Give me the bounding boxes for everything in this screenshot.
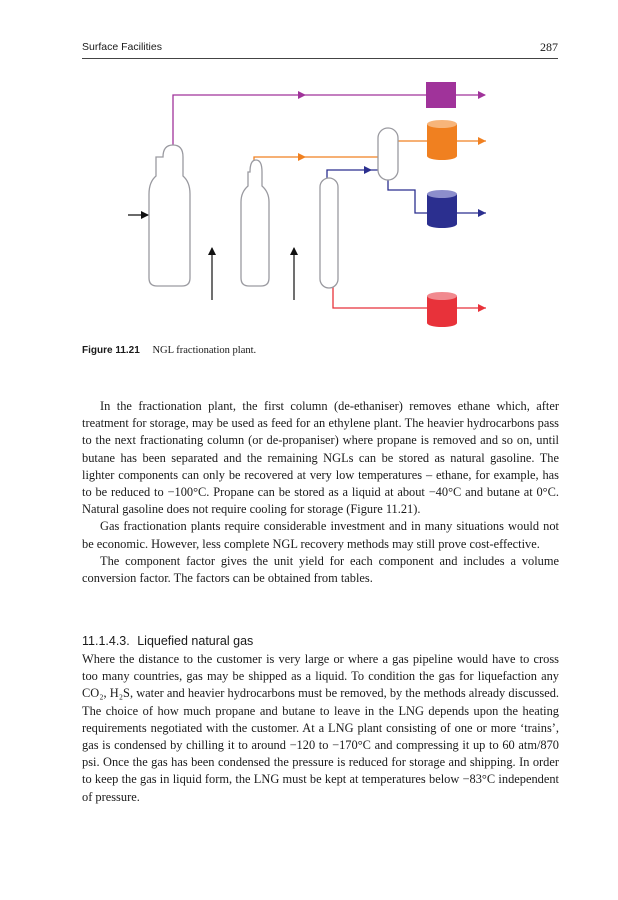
ethane-arrow-2	[478, 91, 486, 99]
section-title: Liquefied natural gas	[137, 634, 254, 648]
ngl-fractionation-diagram	[0, 60, 618, 340]
paragraph-1: In the fractionation plant, the first column (de-ethaniser) removes ethane which, after treatment for storage, may be used as feed for an ethylene plant. The heavier hydrocarbons pass to the next fractionating column (or de-propaniser) where propane is removed and so on, until butane has been separated and the remaining NGLs can be stored as natural gasoline. The lighter components can only be recovered at very low temperatures – ethane, for example, has to be reduced to −100°C. Propane can be stored as a liquid at about −40°C and butane at 0°C. Natural gasoline does not require cooling for storage (Figure 11.21).	[82, 399, 559, 517]
ethane-storage-box	[426, 82, 456, 108]
fractionation-text	[82, 398, 559, 587]
propane-storage-tank	[427, 120, 457, 160]
figure-label: Figure 11.21	[82, 345, 140, 356]
butane-arrow-2	[478, 209, 486, 217]
figure-caption-text: NGL fractionation plant.	[152, 345, 257, 356]
page-number: 287	[540, 40, 558, 54]
propane-arrow-2	[478, 137, 486, 145]
column-1-de-ethaniser	[149, 145, 190, 286]
paragraph-2: Gas fractionation plants require considerable investment and in many situations would not be economic. However, less complete NGL recovery methods may still prove cost-effective.	[82, 519, 559, 551]
butane-storage-tank	[427, 190, 457, 228]
column-2-de-propaniser	[241, 160, 269, 286]
ethane-arrow-1	[298, 91, 306, 99]
paragraph-3: The component factor gives the unit yield for each component and includes a volume conversion factor. The factors can be obtained from tables.	[82, 553, 559, 586]
lng-text	[82, 651, 559, 806]
section-number: 11.1.4.3.	[82, 634, 130, 648]
lng-paragraph: Where the distance to the customer is very large or where a gas pipeline would have to cross too many countries, gas may be shipped as a liquid. To condition the gas for liquefaction any CO₂, H₂S, water and heavier hydrocarbons must be removed, by the methods already discussed. The choice of how much propane and butane to leave in the LNG depends upon the heating requirements negotiated with the customer. At a LNG plant consisting of one or more ‘trains’, gas is condensed by chilling it to around −120 to −170°C and compressing it up to 60 atm/870 psi. Once the gas has been condensed the pressure is reduced for storage and shipping. In order to keep the gas in liquid form, the LNG must be kept at temperatures below −83°C independent of pressure.	[82, 652, 559, 804]
propane-arrow-1	[298, 153, 306, 161]
reflux-drum	[378, 128, 398, 180]
column-3-de-butaniser	[320, 178, 338, 288]
gasoline-line	[333, 286, 486, 308]
butane-line	[327, 170, 486, 213]
header-section-title: Surface Facilities	[82, 41, 162, 53]
butane-arrow-1	[364, 166, 372, 174]
gasoline-arrow	[478, 304, 486, 312]
running-header	[82, 40, 558, 59]
section-heading	[82, 634, 253, 648]
gasoline-storage-tank	[427, 292, 457, 327]
figure-caption	[82, 345, 256, 356]
